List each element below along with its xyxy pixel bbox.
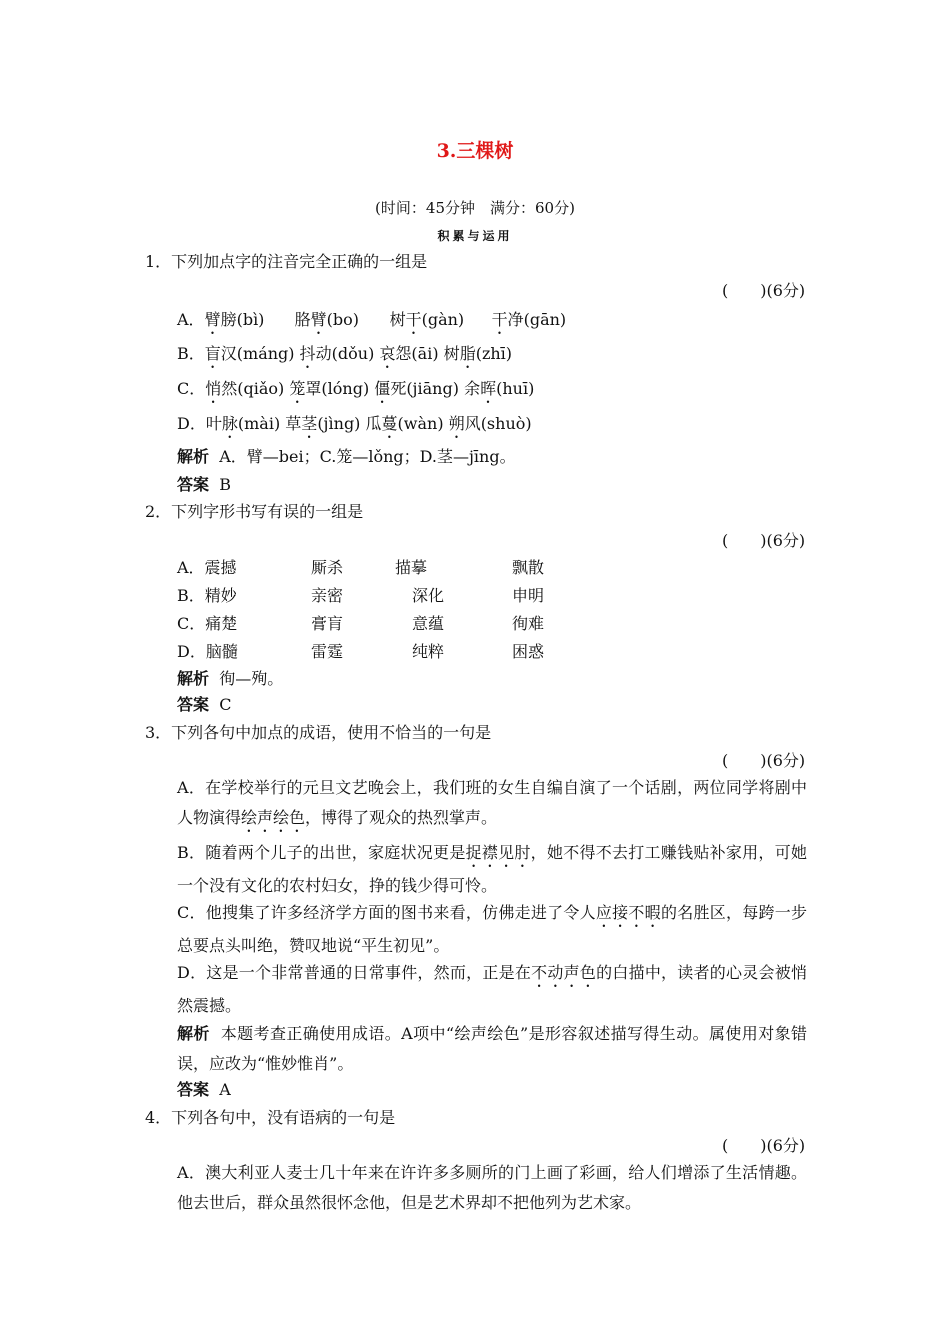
answer-label: 答案 [177, 1080, 210, 1099]
pinyin-item: 僵死(jiāng) [374, 379, 459, 398]
question-3-stem: 3．下列各句中加点的成语，使用不恰当的一句是 [145, 723, 492, 742]
analysis-label: 解析 [177, 669, 210, 688]
q1-option-a [177, 310, 566, 338]
analysis-label: 解析 [177, 447, 210, 466]
idiom: 应接不暇 [595, 903, 661, 922]
analysis-label: 解析 [177, 1024, 210, 1043]
q3-answer [177, 1082, 231, 1098]
answer-label: 答案 [177, 475, 210, 494]
pinyin-item: 抖动(dǒu) [299, 344, 375, 363]
question-3-score: ( )(6分) [722, 751, 806, 770]
q3-analysis [177, 1019, 807, 1079]
option-letter: A． [177, 310, 205, 329]
analysis-text: 本题考查正确使用成语。A项中“绘声绘色”是形容叙述描写得生动。属使用对象错误，应改为“惟妙惟肖”。 [177, 1024, 807, 1073]
q2-option-c: C．痛楚 膏肓 意蕴 徇难 [177, 614, 545, 633]
time-and-score: (时间：45分钟 满分：60分) [375, 199, 575, 217]
idiom: 绘声绘色 [241, 808, 306, 827]
q1-analysis [177, 449, 516, 465]
q3-option-a: A．在学校举行的元旦文艺晚会上，我们班的女生自编自演了一个话剧，两位同学将剧中人物演得绘声绘色，博得了观众的热烈掌声。 [177, 778, 807, 827]
q2-option-a: A．震撼 厮杀 描摹 飘散 [177, 558, 545, 577]
pinyin-item: 余晖(huī) [464, 379, 535, 398]
pinyin-item: 哀怨(āi) [379, 344, 439, 363]
q1-option-b: B．盲汉(máng) 抖动(dǒu) 哀怨(āi) 树脂(zhī) [177, 344, 513, 363]
q3-option-b: B．随着两个儿子的出世，家庭状况更是捉襟见肘，她不得不去打工赚钱贴补家用，可她一个没有文化的农村妇女，挣的钱少得可怜。 [177, 843, 807, 895]
pinyin-item: 干净(gān) [491, 310, 567, 329]
idiom: 捉襟见肘 [465, 843, 531, 862]
page-title: 3.三棵树 [436, 140, 514, 162]
pinyin-item: 悄然(qiǎo) [205, 379, 285, 398]
pinyin-item: 臂膀(bì) [204, 310, 265, 329]
q3-option-d: D．这是一个非常普通的日常事件，然而，正是在不动声色的白描中，读者的心灵会被悄然震撼。 [177, 963, 807, 1015]
pinyin-item: 笼罩(lóng) [289, 379, 370, 398]
q1-answer [177, 477, 231, 493]
q2-answer [177, 697, 231, 713]
q3-option-c: C．他搜集了许多经济学方面的图书来看，仿佛走进了令人应接不暇的名胜区，每跨一步总要点头叫绝，赞叹地说“平生初见”。 [177, 903, 807, 955]
idiom: 不动声色 [531, 963, 597, 982]
answer-value: C [219, 695, 232, 714]
pinyin-item: 草茎(jìng) [285, 414, 361, 433]
question-4-stem: 4．下列各句中，没有语病的一句是 [145, 1108, 396, 1127]
question-2-stem: 2．下列字形书写有误的一组是 [145, 502, 364, 521]
question-4-score: ( )(6分) [722, 1136, 806, 1155]
q2-analysis [177, 671, 283, 687]
answer-value: B [219, 475, 231, 494]
q2-option-b: B．精妙 亲密 深化 申明 [177, 586, 545, 605]
q1-option-d: D．叶脉(mài) 草茎(jìng) 瓜蔓(wàn) 朔风(shuò) [177, 414, 532, 433]
pinyin-item: 树脂(zhī) [443, 344, 513, 363]
section-heading: 积累与运用 [437, 229, 513, 243]
q4-option-a: A．澳大利亚人麦士几十年来在许许多多厕所的门上画了彩画，给人们增添了生活情趣。他去世后，群众虽然很怀念他，但是艺术界却不把他列为艺术家。 [177, 1163, 807, 1212]
pinyin-item: 朔风(shuò) [448, 414, 532, 433]
answer-label: 答案 [177, 695, 210, 714]
question-1-stem: 1．下列加点字的注音完全正确的一组是 [145, 252, 428, 271]
question-1-score: ( )(6分) [722, 281, 806, 300]
pinyin-item: 胳臂(bo) [294, 310, 359, 329]
pinyin-item: 叶脉(mài) [205, 414, 281, 433]
pinyin-item: 盲汉(máng) [204, 344, 295, 363]
pinyin-item: 瓜蔓(wàn) [365, 414, 444, 433]
q1-option-c: C．悄然(qiǎo) 笼罩(lóng) 僵死(jiāng) 余晖(huī) [177, 379, 535, 398]
analysis-text: A．臂—bei；C.笼—lǒng；D.茎—jīng。 [219, 447, 516, 466]
pinyin-item: 树干(gàn) [389, 310, 465, 329]
analysis-text: 徇—殉。 [219, 669, 284, 688]
question-2-score: ( )(6分) [722, 531, 806, 550]
q2-option-d: D．脑髓 雷霆 纯粹 困惑 [177, 642, 545, 661]
answer-value: A [219, 1080, 231, 1099]
